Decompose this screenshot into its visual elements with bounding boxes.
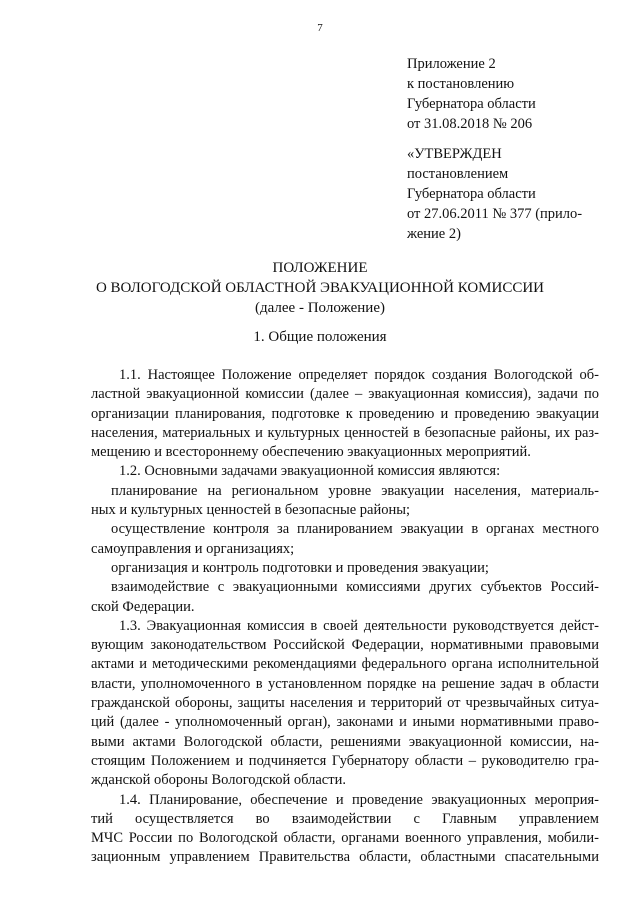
- document-title: [0, 258, 640, 318]
- body-line: тий осуществляется во взаимодействии с Главным управлением: [91, 810, 599, 827]
- body-line: власти, уполномоченного в установленном порядке на решение задач в области: [91, 675, 599, 692]
- title-subject: О ВОЛОГОДСКОЙ ОБЛАСТНОЙ ЭВАКУАЦИОННОЙ КОМИССИИ: [95, 280, 545, 296]
- approval-line: постановлением: [407, 166, 509, 182]
- body-line: вующим законодательством Российской Федерации, нормативными правовыми: [91, 637, 599, 654]
- body-line: 1.2. Основными задачами эвакуационной комиссия являются:: [119, 463, 501, 480]
- body-line: взаимодействие с эвакуационными комиссиями других субъектов Россий-: [111, 579, 599, 596]
- approval-line: «УТВЕРЖДЕН: [407, 146, 502, 162]
- body-line: выми актами Вологодской области, решениями эвакуационной комиссии, на-: [91, 733, 599, 750]
- body-text: [91, 366, 599, 868]
- body-line: 1.4. Планирование, обеспечение и проведение эвакуационных мероприя-: [119, 791, 599, 808]
- annex-line: Губернатора области: [407, 96, 536, 112]
- body-line: ций (далее - уполномоченный орган), законами и иными нормативными право-: [91, 714, 599, 731]
- body-line: МЧС России по Вологодской области, органами военного управления, мобили-: [91, 830, 599, 847]
- title-heading: ПОЛОЖЕНИЕ: [272, 260, 368, 276]
- page-number: 7: [317, 22, 323, 34]
- body-line: жданской обороны Вологодской области.: [91, 772, 346, 789]
- body-line: организация и контроль подготовки и проведения эвакуации;: [111, 559, 489, 576]
- body-line: ластной эвакуационной комиссии (далее – эвакуационная комиссия), задачи по: [91, 386, 599, 403]
- body-line: осуществление контроля за планированием эвакуации в органах местного: [111, 521, 599, 538]
- approval-line: Губернатора области: [407, 186, 536, 202]
- approval-line: жение 2): [407, 226, 461, 242]
- body-line: населения, материальных и культурных ценностей в безопасные районы, их раз-: [91, 424, 599, 441]
- approval-line: от 27.06.2011 № 377 (прило-: [407, 206, 583, 222]
- section-heading: 1. Общие положения: [253, 329, 387, 345]
- body-line: актами и методическими рекомендациями федерального органа исполнительной: [91, 656, 599, 673]
- annex-reference: [407, 54, 536, 134]
- annex-line: от 31.08.2018 № 206: [407, 116, 533, 132]
- body-line: мещению и всестороннему обеспечению эвакуационных мероприятий.: [91, 444, 531, 461]
- body-line: 1.1. Настоящее Положение определяет порядок создания Вологодской об-: [119, 367, 599, 383]
- body-line: организации планирования, подготовке к проведению и проведению эвакуации: [91, 405, 599, 422]
- title-alias: (далее - Положение): [255, 300, 385, 316]
- body-line: ных и культурных ценностей в безопасные районы;: [91, 502, 411, 519]
- body-line: 1.3. Эвакуационная комиссия в своей деятельности руководствуется дейст-: [119, 617, 599, 634]
- body-line: ской Федерации.: [91, 598, 195, 615]
- annex-line: Приложение 2: [407, 56, 496, 72]
- body-line: стоящим Положением и подчиняется Губернатору области – руководителю гра-: [91, 752, 599, 769]
- annex-line: к постановлению: [407, 76, 515, 92]
- body-line: самоуправления и организациях;: [91, 540, 295, 557]
- body-line: зационным управлением Правительства области, областными спасательными: [91, 849, 599, 866]
- body-line: гражданской обороны, защиты населения и территорий от чрезвычайных ситуа-: [91, 695, 599, 712]
- body-line: планирование на региональном уровне эвакуации населения, материаль-: [111, 482, 599, 499]
- approval-stamp: [407, 144, 582, 244]
